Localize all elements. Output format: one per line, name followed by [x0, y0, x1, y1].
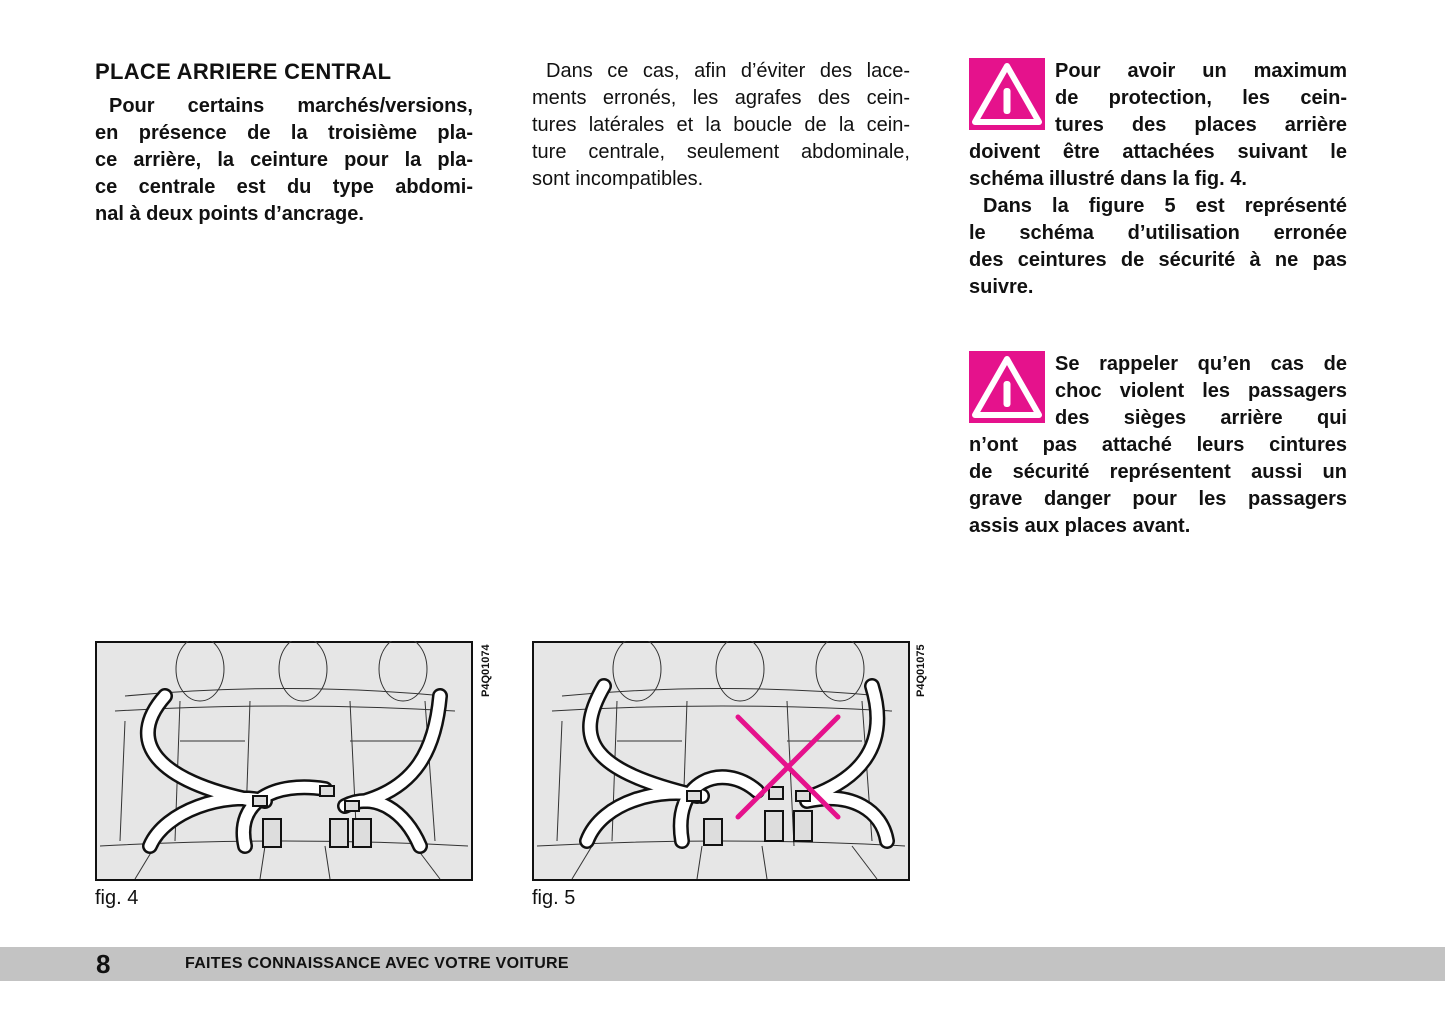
section-heading: PLACE ARRIERE CENTRAL: [95, 59, 392, 84]
text-line: schéma illustré dans la fig. 4.: [969, 168, 1247, 190]
text-line: n’ont pas attaché leurs cintures: [969, 434, 1347, 456]
figure-5-illustration: [532, 641, 910, 881]
text-line: le schéma d’utilisation erronée: [969, 222, 1347, 244]
text-line: sont incompatibles.: [532, 168, 704, 190]
text-line: ce centrale est du type abdomi-: [95, 176, 473, 198]
page-footer: [0, 947, 1445, 981]
text-line: assis aux places avant.: [969, 515, 1191, 537]
text-line: tures des places arrière: [1055, 114, 1347, 136]
figure-4-illustration: [95, 641, 473, 881]
figure-caption: fig. 4: [95, 887, 139, 909]
page-number: 8: [96, 949, 111, 979]
text-line: ture centrale, seulement abdominale,: [532, 141, 910, 163]
text-line: de sécurité représentent aussi un: [969, 461, 1347, 483]
column-2: [532, 58, 910, 193]
text-line: ments erronés, les agrafes des cein-: [532, 87, 910, 109]
text-line: des ceintures de sécurité à ne pas: [969, 249, 1347, 271]
text-line: grave danger pour les passagers: [969, 488, 1347, 510]
text-line: suivre.: [969, 276, 1034, 298]
warning-triangle-icon: [969, 58, 1045, 130]
text-line: en présence de la troisième pla-: [95, 122, 473, 144]
text-line: Se rappeler qu’en cas de: [1055, 353, 1347, 375]
warning-box-2: [969, 351, 1347, 540]
text-line: Dans la figure 5 est représenté: [983, 195, 1347, 217]
text-line: Pour certains marchés/versions,: [109, 95, 473, 117]
text-line: tures latérales et la boucle de la cein-: [532, 114, 910, 136]
text-line: de protection, les cein-: [1055, 87, 1347, 109]
figure-caption: fig. 5: [532, 887, 576, 909]
warning-triangle-icon: [969, 351, 1045, 423]
text-line: doivent être attachées suivant le: [969, 141, 1347, 163]
section-title: FAITES CONNAISSANCE AVEC VOTRE VOITURE: [185, 955, 569, 972]
figure-code: P4Q01075: [915, 644, 927, 697]
text-line: des sièges arrière qui: [1055, 407, 1347, 429]
figure-code: P4Q01074: [480, 644, 492, 697]
text-line: nal à deux points d’ancrage.: [95, 203, 364, 225]
text-line: Pour avoir un maximum: [1055, 60, 1347, 82]
text-line: ce arrière, la ceinture pour la pla-: [95, 149, 473, 171]
warning-box-1: [969, 58, 1347, 301]
text-line: choc violent les passagers: [1055, 380, 1347, 402]
text-line: Dans ce cas, afin d’éviter des lace-: [546, 60, 910, 82]
column-1: [95, 57, 473, 228]
